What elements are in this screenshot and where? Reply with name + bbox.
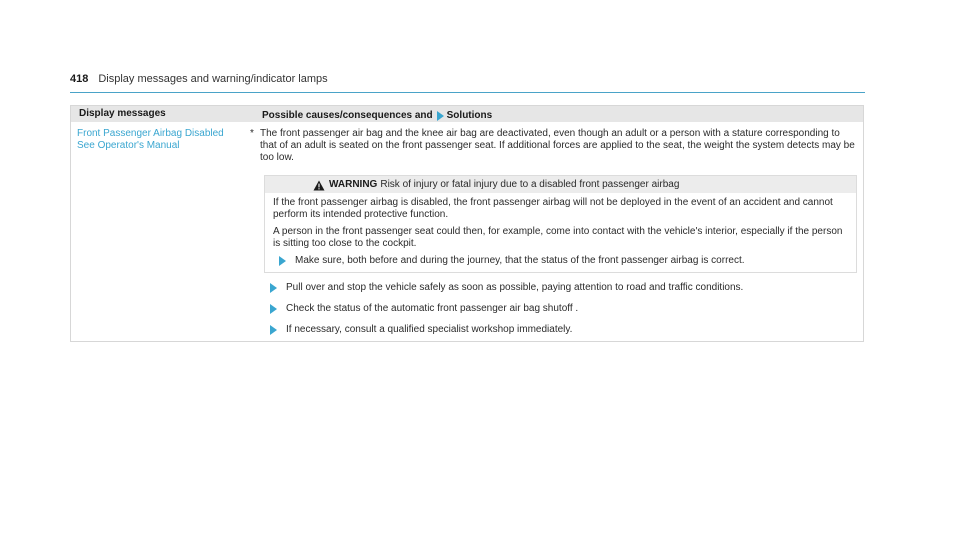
warning-label: WARNING (329, 179, 378, 190)
solution-step (264, 303, 857, 315)
warning-step-text: Make sure, both before and during the journey, that the status of the front passenger airbag is correct. (295, 255, 745, 266)
asterisk-marker: * (250, 128, 254, 139)
arrow-right-icon (270, 304, 277, 314)
arrow-right-icon (437, 111, 444, 121)
column-header-causes (251, 106, 863, 122)
warning-box (264, 175, 857, 273)
warning-body (265, 193, 856, 272)
warning-paragraph: If the front passenger airbag is disabled, the front passenger airbag will not be deployed in the event of an accident and cannot perform its intended protective function. (273, 197, 833, 220)
cause-item (250, 128, 857, 164)
column-header-causes-label: Possible causes/consequences and (262, 109, 433, 121)
warning-triangle-icon (313, 180, 325, 191)
cause-text: The front passenger air bag and the knee air bag are deactivated, even though an adult or a person with a stature corresponding to that of an adult is seated on the front passenger seat. If additional forces are applied to the seat, the weight the system detects may be too low. (260, 128, 855, 163)
display-messages-table (70, 105, 864, 342)
column-header-solutions-label: Solutions (446, 109, 493, 121)
solution-step-text: If necessary, consult a qualified specialist workshop immediately. (286, 324, 573, 335)
solution-step (264, 282, 857, 294)
solution-step (264, 324, 857, 336)
warning-title: Risk of injury or fatal injury due to a disabled front passenger airbag (380, 179, 680, 190)
warning-step (273, 255, 850, 267)
arrow-right-icon (270, 325, 277, 335)
table-row (71, 122, 863, 345)
warning-paragraph: A person in the front passenger seat could then, for example, come into contact with the vehicle's interior, especially if the person is sitting too close to the cockpit. (273, 226, 843, 249)
section-title: Display messages and warning/indicator lamps (98, 73, 328, 85)
causes-cell (242, 122, 863, 345)
arrow-right-icon (279, 256, 286, 266)
table-header-row (71, 106, 863, 122)
page-number: 418 (70, 73, 89, 85)
display-message-text: Front Passenger Airbag Disabled See Operator's Manual (77, 128, 224, 151)
warning-header (265, 176, 856, 193)
arrow-right-icon (270, 283, 277, 293)
solution-step-text: Pull over and stop the vehicle safely as soon as possible, paying attention to road and traffic conditions. (286, 282, 744, 293)
page-header (70, 72, 865, 93)
solution-steps (264, 282, 857, 336)
column-header-messages: Display messages (79, 108, 166, 119)
solution-step-text: Check the status of the automatic front passenger air bag shutoff . (286, 303, 579, 314)
